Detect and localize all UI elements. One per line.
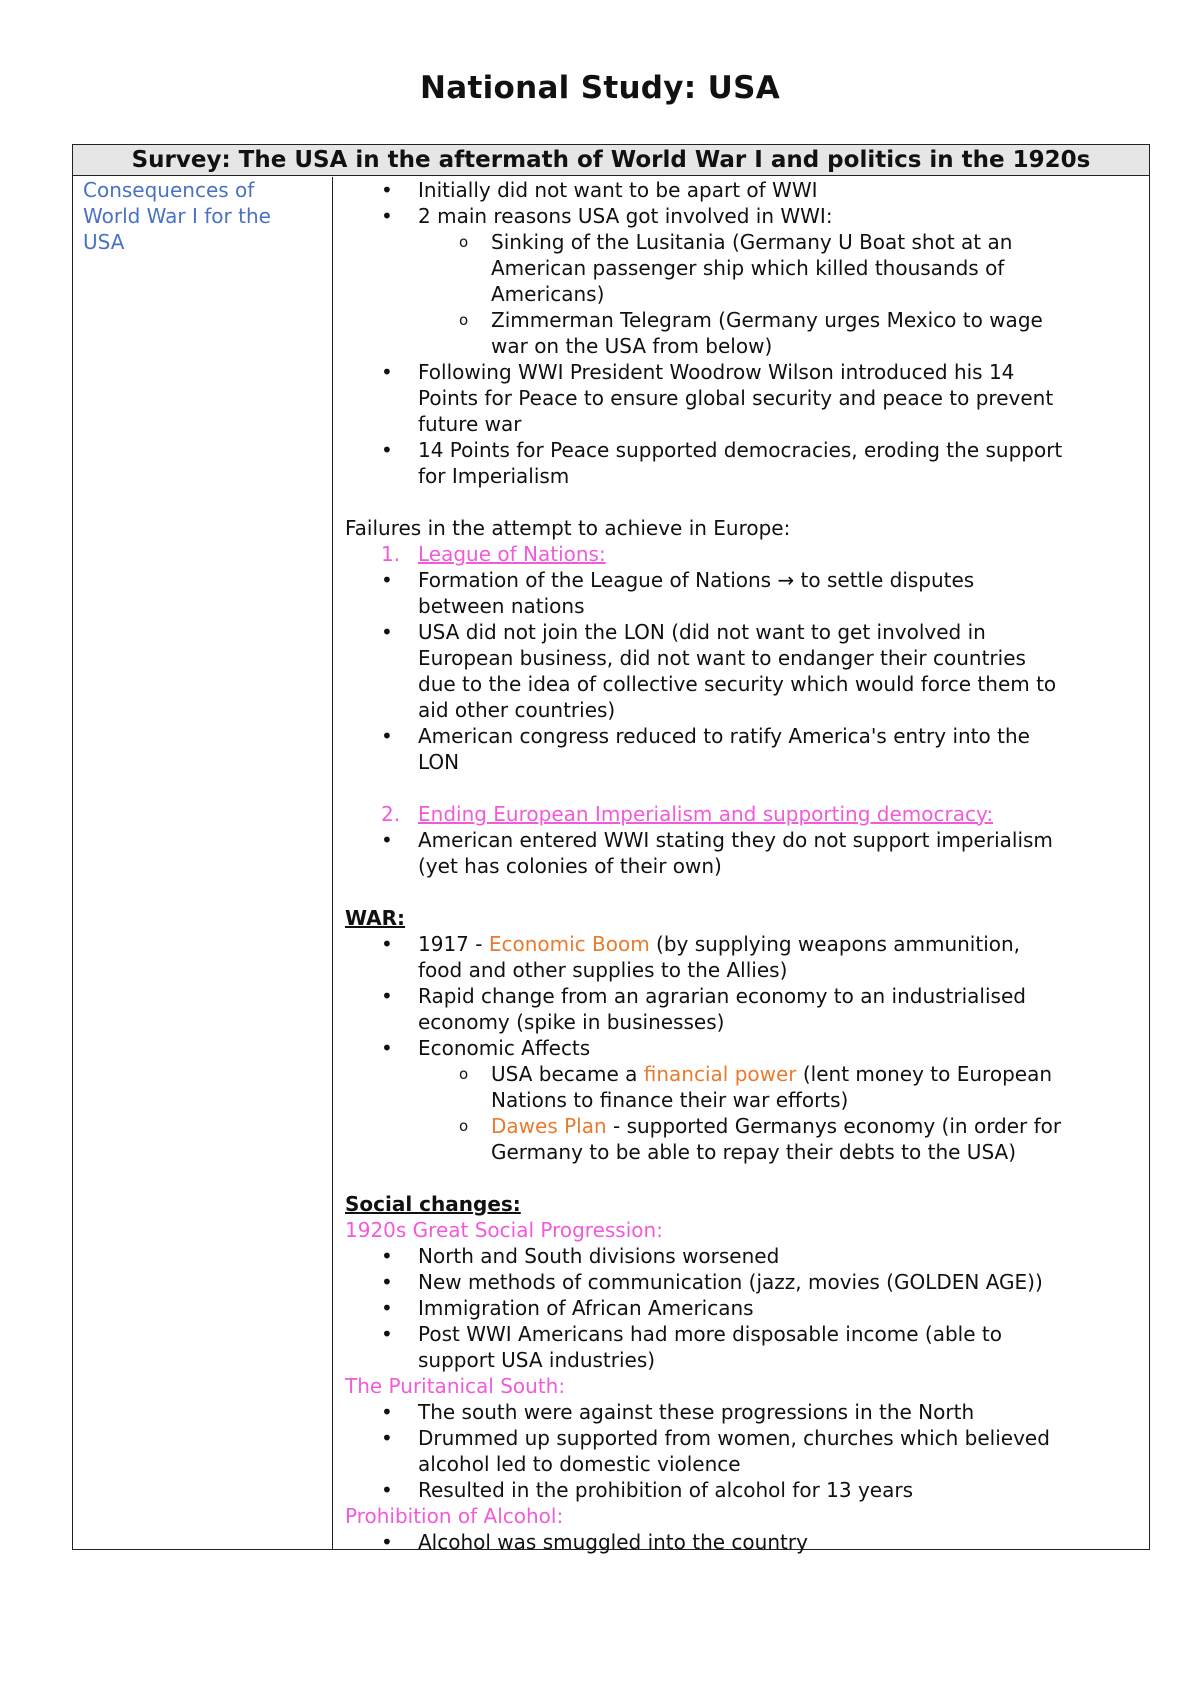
bullet-item [345,1399,1145,1425]
sub-bullet-item [345,229,1145,255]
bullet-item-continuation [345,671,1145,697]
text: Americans) [491,281,605,306]
bullet-marker: o [459,1064,469,1083]
bullet-item [345,983,1145,1009]
column-divider [332,177,333,1550]
topic-line: World War I for the [83,203,271,228]
bullet-item-continuation [345,1451,1145,1477]
highlighted-text: Ending European Imperialism and supporting democracy: [418,801,994,826]
text: Formation of the League of Nations → to settle disputes [418,567,975,592]
bullet-item [345,619,1145,645]
table-body [73,177,1149,1554]
bullet-item-continuation [345,411,1145,437]
highlighted-text: WAR: [345,905,406,930]
bullet-marker: • [381,437,393,462]
highlighted-text: The Puritanical South: [345,1373,566,1398]
bullet-item [345,1243,1145,1269]
bullet-item-continuation [345,463,1145,489]
section-text [345,905,1145,931]
text: 1917 - [418,931,489,956]
text: war on the USA from below) [491,333,773,358]
bullet-item [345,437,1145,463]
section-text [345,1503,1145,1529]
bullet-marker: • [381,1295,393,1320]
topic-line: Consequences of [83,177,255,202]
bullet-item-continuation [345,593,1145,619]
highlighted-text: Social changes: [345,1191,521,1216]
bullet-item [345,931,1145,957]
text: 2 main reasons USA got involved in WWI: [418,203,833,228]
bullet-marker: • [381,931,393,956]
text: Initially did not want to be apart of WWI [418,177,818,202]
bullet-item-continuation [345,645,1145,671]
numbered-heading [345,801,1145,827]
highlighted-text: League of Nations: [418,541,606,566]
sub-bullet-item [345,1061,1145,1087]
text: New methods of communication (jazz, movies (GOLDEN AGE)) [418,1269,1043,1294]
bullet-marker: • [381,1399,393,1424]
text: North and South divisions worsened [418,1243,780,1268]
bullet-item [345,567,1145,593]
blank-line [345,489,1145,515]
blank-line [345,775,1145,801]
bullet-marker: • [381,1425,393,1450]
highlighted-text: Economic Boom [488,931,650,956]
text: Immigration of African Americans [418,1295,754,1320]
text: LON [418,749,460,774]
text: European business, did not want to endanger their countries [418,645,1026,670]
text: between nations [418,593,585,618]
blank-line [345,1165,1145,1191]
text: Drummed up supported from women, churches which believed [418,1425,1050,1450]
bullet-item [345,359,1145,385]
bullet-marker: • [381,1529,393,1554]
bullet-item [345,1035,1145,1061]
bullet-marker: • [381,827,393,852]
bullet-marker: • [381,1477,393,1502]
text: (yet has colonies of their own) [418,853,722,878]
bullet-item-continuation [345,853,1145,879]
bullet-marker: • [381,1321,393,1346]
section-text [345,1373,1145,1399]
text: Germany to be able to repay their debts to the USA) [491,1139,1016,1164]
bullet-item [345,177,1145,203]
bullet-item [345,1321,1145,1347]
bullet-item-continuation [345,697,1145,723]
bullet-marker: • [381,359,393,384]
sub-bullet-item-continuation [345,333,1145,359]
text: American passenger ship which killed thousands of [491,255,1005,280]
text: (lent money to European [796,1061,1053,1086]
text: USA became a [491,1061,644,1086]
text: Rapid change from an agrarian economy to an industrialised [418,983,1026,1008]
text: Zimmerman Telegram (Germany urges Mexico to wage [491,307,1043,332]
notes-table [72,144,1150,1554]
highlighted-text: Prohibition of Alcohol: [345,1503,564,1528]
text: Sinking of the Lusitania (Germany U Boat shot at an [491,229,1013,254]
bullet-marker: • [381,1243,393,1268]
page-title: National Study: USA [419,70,780,106]
bullet-marker: • [381,619,393,644]
text: Failures in the attempt to achieve in Europe: [345,515,791,540]
bullet-item [345,723,1145,749]
text: - supported Germanys economy (in order for [606,1113,1062,1138]
sub-bullet-item-continuation [345,1087,1145,1113]
section-text [345,515,1145,541]
text: Nations to finance their war efforts) [491,1087,849,1112]
bullet-item [345,1425,1145,1451]
text: Economic Affects [418,1035,591,1060]
section-text [345,1217,1145,1243]
highlighted-text: Dawes Plan [491,1113,607,1138]
sub-bullet-item-continuation [345,281,1145,307]
bullet-item-continuation [345,1347,1145,1373]
bullet-item [345,1529,1145,1555]
bullet-item-continuation [345,957,1145,983]
sub-bullet-item [345,1113,1145,1139]
text: economy (spike in businesses) [418,1009,725,1034]
sub-bullet-item-continuation [345,1139,1145,1165]
highlighted-text: financial power [643,1061,797,1086]
list-number: 2. [381,801,401,826]
text: future war [418,411,522,436]
text: alcohol led to domestic violence [418,1451,741,1476]
bullet-item-continuation [345,749,1145,775]
bullet-marker: • [381,1035,393,1060]
bullet-marker: o [459,310,469,329]
bullet-marker: • [381,203,393,228]
bullet-marker: • [381,177,393,202]
bullet-item [345,1477,1145,1503]
bullet-marker: • [381,1269,393,1294]
table-header: Survey: The USA in the aftermath of World War I and politics in the 1920s [73,145,1149,176]
text: 14 Points for Peace supported democracies, eroding the support [418,437,1063,462]
text: Following WWI President Woodrow Wilson introduced his 14 [418,359,1015,384]
text: American congress reduced to ratify America's entry into the [418,723,1030,748]
notes-cell [345,177,1145,1555]
list-number: 1. [381,541,401,566]
topic-line: USA [83,229,125,254]
sub-bullet-item [345,307,1145,333]
bullet-marker: o [459,1116,469,1135]
text: Alcohol was smuggled into the country [418,1529,808,1554]
text: for Imperialism [418,463,570,488]
bullet-marker: • [381,567,393,592]
highlighted-text: 1920s Great Social Progression: [345,1217,663,1242]
bullet-item [345,1269,1145,1295]
text: Post WWI Americans had more disposable income (able to [418,1321,1002,1346]
text: aid other countries) [418,697,616,722]
bullet-item [345,203,1145,229]
text: due to the idea of collective security which would force them to [418,671,1057,696]
topic-cell [83,177,323,255]
bullet-item-continuation [345,385,1145,411]
bullet-marker: o [459,232,469,251]
text: Resulted in the prohibition of alcohol for 13 years [418,1477,913,1502]
text: support USA industries) [418,1347,656,1372]
text: USA did not join the LON (did not want to get involved in [418,619,986,644]
bullet-item [345,827,1145,853]
text: (by supplying weapons ammunition, [649,931,1021,956]
bullet-item-continuation [345,1009,1145,1035]
text: Points for Peace to ensure global security and peace to prevent [418,385,1054,410]
sub-bullet-item-continuation [345,255,1145,281]
blank-line [345,879,1145,905]
text: American entered WWI stating they do not support imperialism [418,827,1053,852]
numbered-heading [345,541,1145,567]
bullet-marker: • [381,723,393,748]
bullet-item [345,1295,1145,1321]
section-text [345,1191,1145,1217]
text: The south were against these progressions in the North [418,1399,975,1424]
text: food and other supplies to the Allies) [418,957,788,982]
bullet-marker: • [381,983,393,1008]
